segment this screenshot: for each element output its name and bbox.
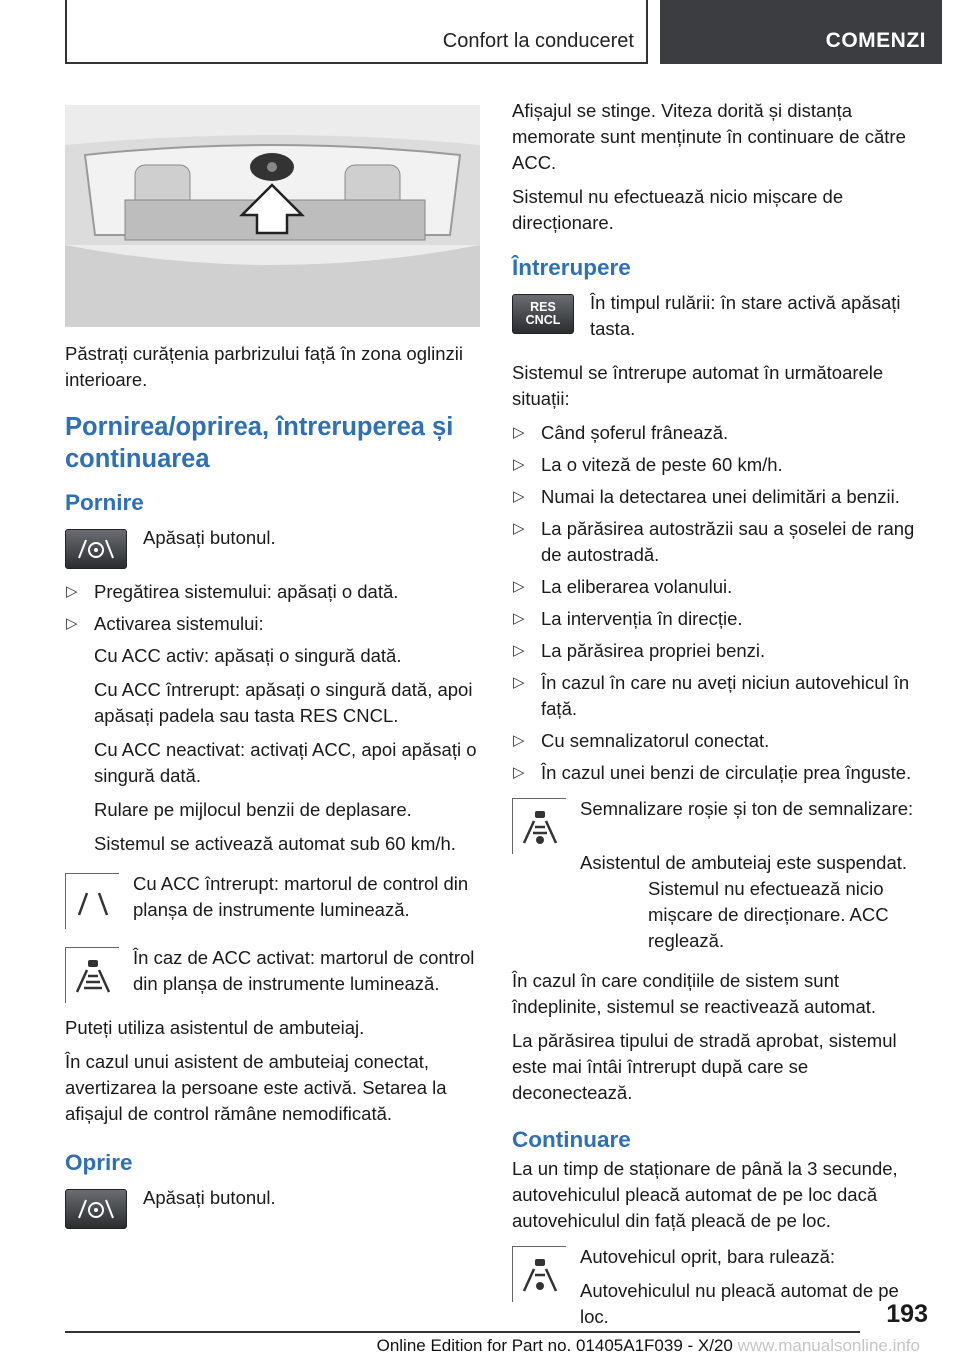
list-item: ▷ La o viteză de peste 60 km/h. xyxy=(512,452,930,478)
paragraph: Puteți utiliza asistentul de ambuteiaj. xyxy=(65,1017,365,1038)
triangle-bullet-icon: ▷ xyxy=(66,615,78,632)
lamp-text: Autovehicul oprit, bara rulează: xyxy=(580,1246,836,1267)
paragraph: Sistemul se întrerupe automat în următoarele situații: xyxy=(512,362,884,409)
traffic-jam-assist-button-icon xyxy=(65,1189,127,1229)
res-cncl-button-icon: RES CNCL xyxy=(512,294,574,334)
triangle-bullet-icon: ▷ xyxy=(513,488,525,505)
triangle-bullet-icon: ▷ xyxy=(513,520,525,537)
sub-text: Cu ACC activ: apăsați o singură dată. xyxy=(94,645,402,666)
sub-text: Rulare pe mijlocul benzii de deplasare. xyxy=(94,799,412,820)
heading-intrerupere: Întrerupere xyxy=(512,255,631,280)
lamp-text: În caz de ACC activat: martorul de control din planșa de instrumente luminează. xyxy=(133,947,475,994)
triangle-bullet-icon: ▷ xyxy=(513,456,525,473)
paragraph: Afișajul se stinge. Viteza dorită și distanța memorate sunt menținute în continuare de către ACC. xyxy=(512,100,906,173)
lamp-row xyxy=(65,945,480,1005)
press-button-text: Apăsați butonul. xyxy=(143,1187,276,1208)
footer-edition: Online Edition for Part no. 01405A1F039 - X/20 www.manualsonline.info xyxy=(376,1336,920,1355)
page-number: 193 xyxy=(886,1300,928,1328)
traffic-jam-assist-button-icon xyxy=(65,529,127,569)
heading-oprire: Oprire xyxy=(65,1150,133,1175)
list-item: ▷ Pregătirea sistemului: apăsați o dată. xyxy=(65,579,480,605)
heading-start-stop: Pornirea/oprirea, întreruperea și continuarea xyxy=(65,413,454,473)
lamp-text: Semnalizare roșie și ton de semnalizare: xyxy=(580,798,914,819)
list-item: ▷ Când șoferul frânează. xyxy=(512,420,930,446)
press-button-text: Apăsați butonul. xyxy=(143,527,276,548)
triangle-bullet-icon: ▷ xyxy=(513,642,525,659)
res-cncl-text: În timpul rulării: în stare activă apăsați tasta. xyxy=(590,292,901,339)
paragraph: La părăsirea tipului de stradă aprobat, sistemul este mai întâi întrerupt după care se deconectează. xyxy=(512,1030,897,1103)
sub-text: Cu ACC întrerupt: apăsați o singură dată, apoi apăsați padela sau tasta RES CNCL. xyxy=(94,679,473,726)
paragraph: Sistemul nu efectuează nicio mișcare de direcționare. xyxy=(512,186,844,233)
triangle-bullet-icon: ▷ xyxy=(66,583,78,600)
lamp-row xyxy=(65,871,480,931)
header-frame xyxy=(65,0,648,64)
sub-text: Sistemul se activează automat sub 60 km/h. xyxy=(94,833,456,854)
triangle-bullet-icon: ▷ xyxy=(513,578,525,595)
left-column xyxy=(65,105,480,1239)
start-list xyxy=(65,579,480,637)
triangle-bullet-icon: ▷ xyxy=(513,424,525,441)
heading-continuare: Continuare xyxy=(512,1127,631,1152)
lamp-text: Asistentul de ambuteiaj este suspendat. Sistemul nu efectuează nicio mișcare de direcționare. ACC reglează. xyxy=(580,852,908,951)
paragraph: În cazul unui asistent de ambuteiaj conectat, avertizarea la persoane este activă. Setarea la afișajul de control rămâne nemodificată. xyxy=(65,1051,447,1124)
traffic-jam-assist-red-indicator-icon xyxy=(512,798,566,854)
list-item: ▷ Numai la detectarea unei delimitări a benzii. xyxy=(512,484,930,510)
list-item: ▷ La părăsirea autostrăzii sau a șoselei de rang de autostradă. xyxy=(513,518,915,565)
interrupt-list xyxy=(512,420,930,786)
caption: Păstrați curățenia parbrizului față în zona oglinzii interioare. xyxy=(65,343,463,390)
vehicle-stopped-indicator-icon xyxy=(512,1246,566,1302)
triangle-bullet-icon: ▷ xyxy=(513,610,525,627)
list-item: ▷ Activarea sistemului: xyxy=(65,611,480,637)
stop-button-row xyxy=(65,1185,480,1229)
list-item: ▷ În cazul în care nu aveți niciun autovehicul în față. xyxy=(513,672,910,719)
triangle-bullet-icon: ▷ xyxy=(513,674,525,691)
lamp-text: Autovehiculul nu pleacă automat de pe loc. xyxy=(580,1280,899,1327)
windshield-photo xyxy=(65,105,480,327)
chapter-tab[interactable]: COMENZI xyxy=(660,0,942,64)
triangle-bullet-icon: ▷ xyxy=(513,732,525,749)
list-item: ▷ La intervenția în direcție. xyxy=(512,606,930,632)
list-item: ▷ În cazul unei benzi de circulație prea înguste. xyxy=(512,760,930,786)
triangle-bullet-icon: ▷ xyxy=(513,764,525,781)
lamp-text: Cu ACC întrerupt: martorul de control din planșa de instrumente luminează. xyxy=(133,873,469,920)
list-item: ▷ La părăsirea propriei benzi. xyxy=(512,638,930,664)
heading-pornire: Pornire xyxy=(65,490,144,515)
footer-divider xyxy=(65,1331,860,1333)
traffic-jam-assist-indicator-icon xyxy=(65,947,119,1003)
section-title: Confort la conduceret xyxy=(442,30,634,52)
watermark: www.manualsonline.info xyxy=(737,1336,920,1355)
paragraph: La un timp de staționare de până la 3 secunde, autovehiculul pleacă automat de pe loc dacă autovehiculul din față pleacă de pe loc. xyxy=(512,1158,898,1231)
lamp-row xyxy=(512,796,930,854)
list-item: ▷ Cu semnalizatorul conectat. xyxy=(512,728,930,754)
list-item: ▷ La eliberarea volanului. xyxy=(512,574,930,600)
res-cncl-row xyxy=(512,290,930,350)
right-column xyxy=(512,98,930,1348)
sub-text: Cu ACC neactivat: activați ACC, apoi apăsați o singură dată. xyxy=(94,739,477,786)
paragraph: În cazul în care condițiile de sistem sunt îndeplinite, sistemul se reactivează automat. xyxy=(512,970,877,1017)
lamp-row xyxy=(512,1244,930,1338)
lane-indicator-icon xyxy=(65,873,119,929)
start-button-row xyxy=(65,525,480,569)
